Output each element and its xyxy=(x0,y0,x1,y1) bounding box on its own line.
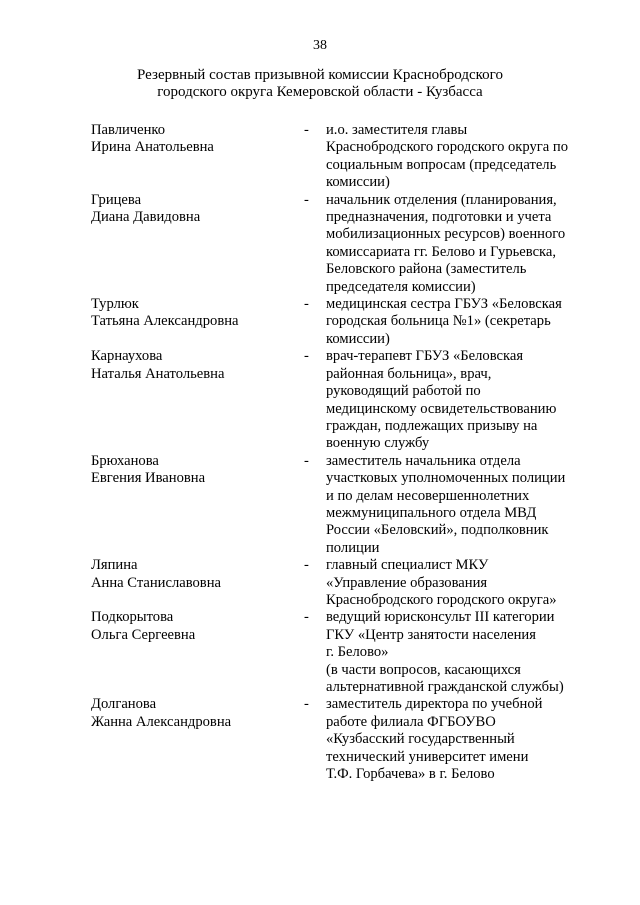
member-dash: - xyxy=(304,348,309,365)
member-row xyxy=(91,453,591,557)
member-name xyxy=(91,296,304,348)
document-title xyxy=(0,67,640,101)
member-dash: - xyxy=(304,557,309,574)
member-dash: - xyxy=(304,296,309,313)
member-role xyxy=(326,122,591,192)
member-surname: Грицева xyxy=(91,191,142,208)
member-list xyxy=(91,122,591,783)
member-role-line: врач-терапевт ГБУЗ «Беловская xyxy=(326,348,524,365)
member-role-line: комиссии) xyxy=(326,174,390,191)
member-role-line: руководящий работой по xyxy=(326,383,481,400)
member-row xyxy=(91,296,591,348)
member-name xyxy=(91,696,304,783)
member-dash: - xyxy=(304,122,309,138)
member-surname: Брюханова xyxy=(91,452,159,469)
member-role-line: и.о. заместителя главы xyxy=(326,122,468,138)
member-role xyxy=(326,557,591,609)
member-role-line: заместитель начальника отдела xyxy=(326,452,521,469)
member-role-line: Т.Ф. Горбачева» в г. Белово xyxy=(326,766,495,783)
member-role-line: межмуниципального отдела МВД xyxy=(326,504,537,521)
member-role-line: (в части вопросов, касающихся xyxy=(326,661,521,678)
member-role-line: районная больница», врач, xyxy=(326,365,492,382)
member-given-names: Диана Давидовна xyxy=(91,209,201,226)
member-role-line: полиции xyxy=(326,539,380,556)
member-role xyxy=(326,348,591,452)
member-role xyxy=(326,696,591,783)
member-given-names: Анна Станиславовна xyxy=(91,574,221,591)
member-role-line: мобилизационных ресурсов) военного xyxy=(326,226,566,243)
member-given-names: Евгения Ивановна xyxy=(91,470,206,487)
member-role xyxy=(326,609,591,696)
member-row xyxy=(91,122,591,192)
member-role-line: председателя комиссии) xyxy=(326,278,476,295)
member-given-names: Наталья Анатольевна xyxy=(91,365,225,382)
member-role-line: ведущий юрисконсульт III категории xyxy=(326,609,555,626)
member-role-line: граждан, подлежащих призыву на xyxy=(326,417,538,434)
member-role-line: комиссариата гг. Белово и Гурьевска, xyxy=(326,243,557,260)
member-role-line: военную службу xyxy=(326,435,430,452)
member-row xyxy=(91,696,591,783)
member-surname: Турлюк xyxy=(91,296,139,313)
member-surname: Подкорытова xyxy=(91,609,174,626)
member-name xyxy=(91,192,304,296)
member-role-line: медицинская сестра ГБУЗ «Беловская xyxy=(326,296,562,313)
member-role-line: России «Беловский», подполковник xyxy=(326,522,549,539)
member-role-line: медицинскому освидетельствованию xyxy=(326,400,557,417)
member-surname: Ляпина xyxy=(91,557,138,574)
member-given-names: Ирина Анатольевна xyxy=(91,139,214,156)
member-role-line: работе филиала ФГБОУВО xyxy=(326,713,496,730)
member-role-line: городская больница №1» (секретарь xyxy=(326,313,551,330)
member-role-line: и по делам несовершеннолетних xyxy=(326,487,530,504)
member-role-line: заместитель директора по учебной xyxy=(326,696,543,713)
member-name xyxy=(91,557,304,609)
member-role-line: комиссии) xyxy=(326,330,390,347)
member-given-names: Татьяна Александровна xyxy=(91,313,239,330)
member-dash: - xyxy=(304,452,309,469)
member-dash: - xyxy=(304,191,309,208)
member-role-line: предназначения, подготовки и учета xyxy=(326,209,552,226)
member-name xyxy=(91,609,304,696)
member-row xyxy=(91,192,591,296)
member-role xyxy=(326,453,591,557)
title-line: городского округа Кемеровской области - Кузбасса xyxy=(157,84,483,100)
member-role-line: социальным вопросам (председатель xyxy=(326,156,557,173)
member-role xyxy=(326,192,591,296)
member-dash: - xyxy=(304,609,309,626)
member-role-line: альтернативной гражданской службы) xyxy=(326,679,564,695)
member-role-line: участковых уполномоченных полиции xyxy=(326,470,566,487)
page-number: 38 xyxy=(313,38,327,53)
member-given-names: Ольга Сергеевна xyxy=(91,626,196,643)
title-line: Резервный состав призывной комиссии Краснобродского xyxy=(137,67,503,83)
member-role-line: Беловского района (заместитель xyxy=(326,261,527,278)
member-row xyxy=(91,557,591,609)
member-role-line: главный специалист МКУ xyxy=(326,557,489,574)
member-name xyxy=(91,348,304,452)
member-row xyxy=(91,609,591,696)
member-surname: Карнаухова xyxy=(91,348,163,365)
member-role-line: «Управление образования xyxy=(326,574,488,591)
member-role-line: «Кузбасский государственный xyxy=(326,731,515,748)
member-role-line: начальник отделения (планирования, xyxy=(326,191,557,208)
member-role-line: Краснобродского городского округа по xyxy=(326,139,569,156)
member-name xyxy=(91,122,304,192)
member-surname: Павличенко xyxy=(91,122,166,138)
member-surname: Долганова xyxy=(91,696,157,713)
member-given-names: Жанна Александровна xyxy=(91,713,232,730)
member-role xyxy=(326,296,591,348)
member-row xyxy=(91,348,591,452)
member-role-line: г. Белово» xyxy=(326,644,389,661)
member-dash: - xyxy=(304,696,309,713)
member-role-line: ГКУ «Центр занятости населения xyxy=(326,626,536,643)
member-role-line: технический университет имени xyxy=(326,748,529,765)
member-name xyxy=(91,453,304,557)
member-role-line: Краснобродского городского округа» xyxy=(326,591,557,608)
